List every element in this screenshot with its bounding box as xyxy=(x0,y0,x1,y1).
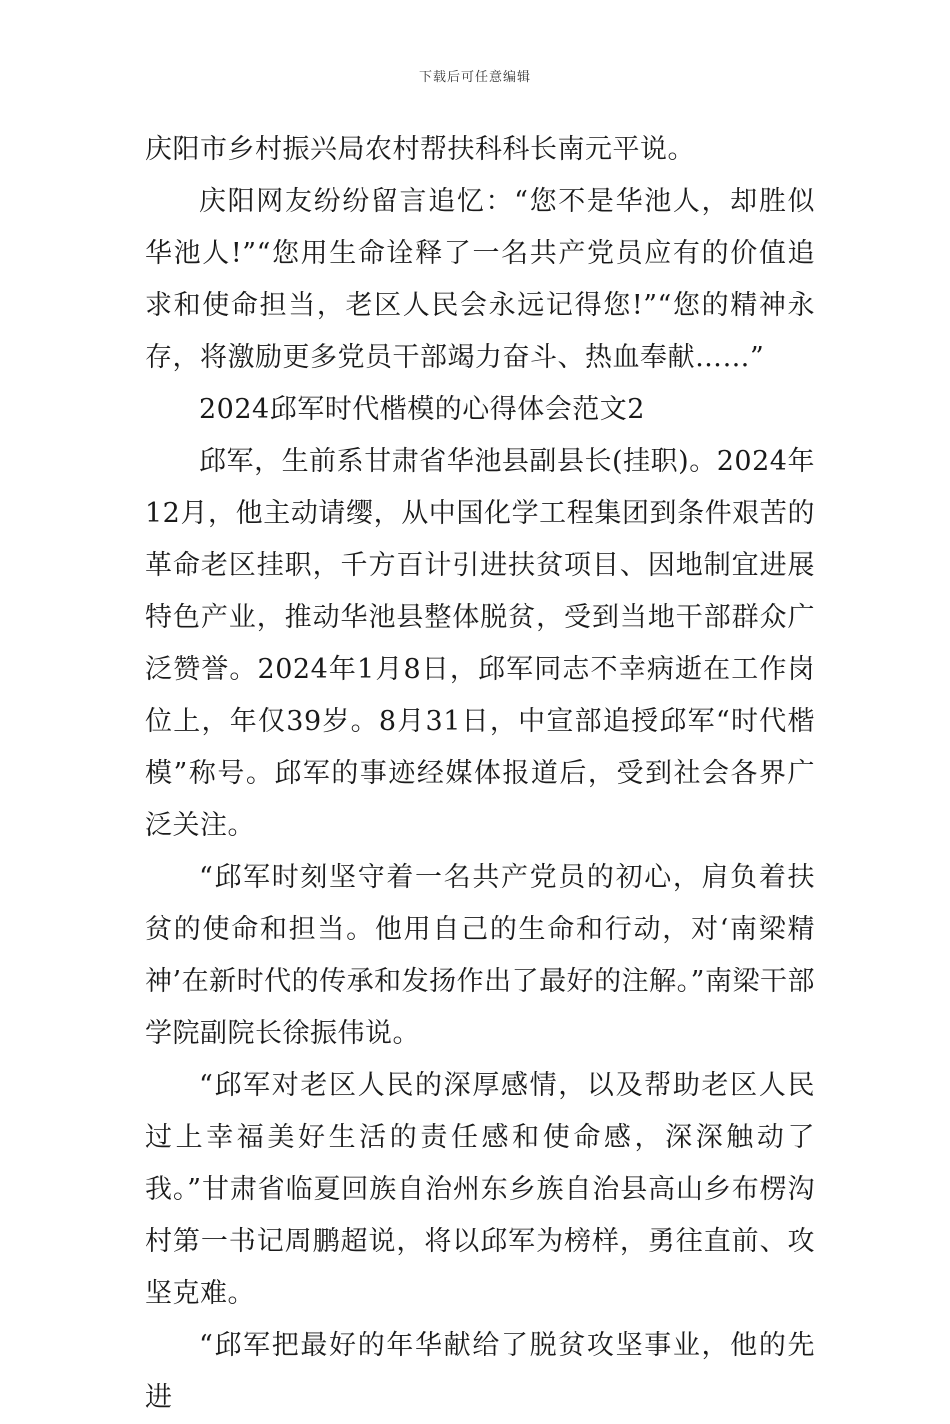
header-note: 下载后可任意编辑 xyxy=(418,70,531,85)
paragraph-1: 庆阳市乡村振兴局农村帮扶科科长南元平说。 xyxy=(145,134,695,165)
paragraph-3: 邱军，生前系甘肃省华池县副县长(挂职)。2024年12月，他主动请缨，从中国化学工程集团到条件艰苦的革命老区挂职，千方百计引进扶贫项目、因地制宜进展特色产业，推动华池县整体脱贫，受到当地干部群众广泛赞誉。2024年1月8日，邱军同志不幸病逝在工作岗位上，年仅39岁。8月31日，中宣部追授邱军“时代楷模”称号。邱军的事迹经媒体报道后，受到社会各界广泛关注。 xyxy=(145,446,815,841)
document-body xyxy=(145,124,815,1424)
paragraph-2: 庆阳网友纷纷留言追忆：“您不是华池人，却胜似华池人!”“您用生命诠释了一名共产党员应有的价值追求和使命担当，老区人民会永远记得您!”“您的精神永存，将激励更多党员干部竭力奋斗、热血奉献……” xyxy=(145,186,815,373)
paragraph-4: “邱军时刻坚守着一名共产党员的初心，肩负着扶贫的使命和担当。他用自己的生命和行动，对‘南梁精神’在新时代的传承和发扬作出了最好的注解。”南梁干部学院副院长徐振伟说。 xyxy=(145,862,815,1049)
paragraph-5: “邱军对老区人民的深厚感情，以及帮助老区人民过上幸福美好生活的责任感和使命感，深深触动了我。”甘肃省临夏回族自治州东乡族自治县高山乡布楞沟村第一书记周鹏超说，将以邱军为榜样，勇往直前、攻坚克难。 xyxy=(145,1070,815,1309)
section-heading: 2024邱军时代楷模的心得体会范文2 xyxy=(199,394,645,425)
paragraph-6: “邱军把最好的年华献给了脱贫攻坚事业，他的先进 xyxy=(145,1330,815,1413)
